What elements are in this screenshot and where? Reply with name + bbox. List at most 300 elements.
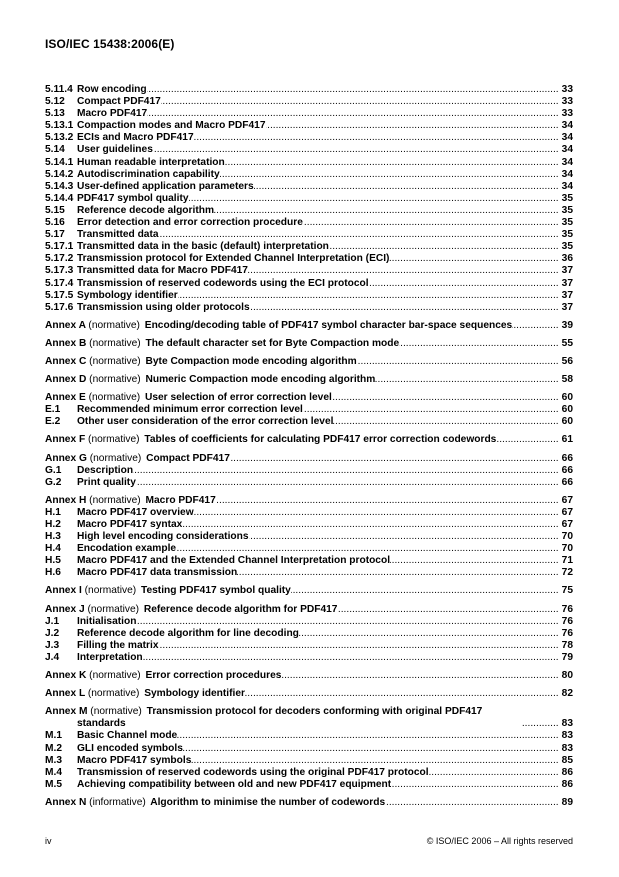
annex-label: Annex F — [45, 434, 86, 446]
toc-entry-page: 35 — [561, 241, 573, 253]
toc-entry-number: E.2 — [45, 416, 61, 428]
toc-entry-title: Numeric Compaction mode encoding algorithm — [145, 374, 376, 386]
toc-entry-text — [45, 604, 337, 616]
toc-group-annex-k — [45, 670, 573, 682]
annex-qualifier: (normative) — [90, 706, 142, 718]
toc-entry-page: 82 — [561, 688, 573, 700]
dot-leader — [254, 181, 560, 193]
toc-entry[interactable] — [45, 217, 573, 229]
toc-group-annex-e — [45, 392, 573, 428]
dot-leader — [176, 543, 560, 555]
toc-entry-title: Macro PDF417 overview — [77, 506, 194, 518]
toc-entry-page: 67 — [561, 494, 573, 506]
dot-leader — [225, 157, 560, 169]
toc-group-annex-f — [45, 434, 573, 446]
annex-label: Annex L — [45, 688, 86, 700]
toc-entry-number: 5.13 — [45, 108, 65, 120]
toc-entry-title: Transmitted data in the basic (default) interpretation — [77, 241, 329, 253]
toc-entry-number: J.4 — [45, 651, 60, 663]
annex-qualifier: (normative) — [89, 337, 141, 349]
toc-entry-title: Description — [77, 464, 134, 476]
dot-leader — [194, 132, 560, 144]
toc-entry-number: E.1 — [45, 404, 61, 416]
running-header: ISO/IEC 15438:2006(E) — [45, 37, 175, 51]
dot-leader — [143, 652, 560, 664]
toc-entry[interactable] — [45, 290, 573, 302]
toc-entry[interactable] — [45, 84, 573, 96]
annex-qualifier: (normative) — [84, 585, 137, 597]
toc-entry-number: 5.12 — [45, 96, 65, 108]
dot-leader — [147, 84, 560, 96]
toc-entry-page: 66 — [561, 452, 573, 464]
page-footer — [45, 836, 573, 850]
toc-entry[interactable] — [45, 193, 573, 205]
toc-entry-page: 80 — [561, 670, 573, 682]
toc-entry-number: 5.15 — [45, 204, 65, 216]
toc-entry-text — [45, 585, 291, 597]
toc-entry-page: 37 — [561, 265, 573, 277]
toc-entry-number: 5.17 — [45, 229, 65, 241]
dot-leader — [153, 144, 560, 156]
toc-entry-number: M.3 — [45, 754, 62, 766]
dot-leader — [249, 531, 560, 543]
toc-entry-number: 5.17.4 — [45, 277, 74, 289]
toc-entry[interactable] — [45, 96, 573, 108]
dot-leader — [399, 338, 560, 350]
toc-entry[interactable] — [45, 730, 573, 742]
toc-entry[interactable] — [45, 253, 573, 265]
toc-entry[interactable] — [45, 652, 573, 664]
toc-entry-page: 86 — [561, 778, 573, 790]
toc-entry-annex[interactable] — [45, 338, 573, 350]
dot-leader — [214, 205, 560, 217]
annex-qualifier: (normative) — [88, 319, 140, 331]
toc-entry-title: Reference decode algorithm for line decoding — [77, 627, 299, 639]
dot-leader — [183, 743, 560, 755]
toc-entry[interactable] — [45, 640, 573, 652]
toc-entry-annex[interactable] — [45, 797, 573, 809]
toc-entry-text — [45, 797, 385, 809]
toc-entry[interactable] — [45, 616, 573, 628]
annex-label: Annex B — [45, 337, 87, 349]
annex-qualifier: (normative) — [89, 670, 141, 682]
dot-leader — [191, 755, 559, 767]
toc-entry[interactable] — [45, 567, 573, 579]
toc-group-clause5 — [45, 84, 573, 314]
toc-entry-number: G.1 — [45, 464, 62, 476]
annex-qualifier: (normative) — [87, 603, 139, 615]
toc-entry-page: 61 — [561, 434, 573, 446]
toc-entry-page: 55 — [561, 337, 573, 349]
toc-entry[interactable] — [45, 543, 573, 555]
toc-entry-number: H.5 — [45, 555, 61, 567]
toc-entry-text — [45, 374, 375, 386]
toc-entry-page: 89 — [561, 796, 573, 808]
toc-entry[interactable] — [45, 628, 573, 640]
annex-label: Annex K — [45, 670, 87, 682]
annex-qualifier: (normative) — [89, 452, 142, 464]
toc-entry-text — [45, 495, 216, 507]
toc-entry-title: Initialisation — [77, 615, 137, 627]
toc-entry-page: 60 — [561, 404, 573, 416]
annex-label: Annex D — [45, 374, 87, 386]
annex-label: Annex N — [45, 796, 87, 808]
toc-entry-page: 76 — [561, 603, 573, 615]
toc-entry-page: 67 — [561, 519, 573, 530]
toc-entry-page: 33 — [561, 96, 573, 108]
toc-entry[interactable] — [45, 531, 573, 543]
dot-leader — [299, 628, 560, 640]
annex-qualifier: (informative) — [89, 796, 146, 808]
toc-entry-title: High level encoding considerations — [77, 531, 249, 543]
toc-entry-title: ECIs and Macro PDF417 — [77, 132, 194, 144]
dot-leader — [391, 779, 559, 791]
toc-entry-page: 75 — [561, 585, 573, 597]
toc-entry-title: Human readable interpretation — [77, 156, 225, 168]
toc-group-annex-i — [45, 585, 573, 597]
toc-entry[interactable] — [45, 144, 573, 156]
annex-label: Annex I — [45, 585, 82, 597]
toc-entry-title: Tables of coefficients for calculating PDF417 error correction codewords — [144, 434, 497, 446]
toc-entry[interactable] — [45, 465, 573, 477]
toc-entry-page: 33 — [561, 108, 573, 120]
toc-entry-text — [45, 356, 357, 368]
toc-entry-number: 5.17.2 — [45, 253, 74, 265]
toc-entry-number: 5.13.1 — [45, 120, 74, 132]
toc-entry-annex[interactable] — [45, 495, 573, 507]
toc-entry-title: Autodiscrimination capability — [77, 168, 220, 180]
toc-entry-page: 78 — [561, 639, 573, 651]
toc-entry-annex[interactable] — [45, 585, 573, 597]
toc-entry-number: 5.17.5 — [45, 289, 74, 301]
annex-qualifier: (normative) — [89, 355, 141, 367]
toc-entry-page: 83 — [561, 718, 573, 730]
dot-leader — [189, 193, 560, 205]
dot-leader — [230, 453, 560, 465]
toc-group-annex-g — [45, 453, 573, 489]
toc-entry-title: Encodation example — [77, 543, 177, 555]
dot-leader — [177, 730, 559, 742]
dot-leader — [147, 108, 559, 120]
toc-entry-number: H.2 — [45, 519, 61, 530]
dot-leader — [136, 477, 560, 489]
toc-entry-title: Byte Compaction mode encoding algorithm — [145, 355, 357, 367]
dot-leader — [237, 567, 559, 579]
annex-qualifier: (normative) — [88, 434, 140, 446]
annex-qualifier: (normative) — [89, 494, 141, 506]
toc-entry-annex[interactable] — [45, 706, 573, 730]
toc-group-annex-l — [45, 688, 573, 700]
toc-entry-title: Error correction procedures — [145, 670, 282, 682]
dot-leader — [375, 374, 559, 386]
dot-leader — [429, 767, 560, 779]
toc-entry-title: Macro PDF417 data transmission — [77, 567, 238, 579]
toc-entry-page: 35 — [561, 217, 573, 229]
toc-entry-page: 60 — [561, 392, 573, 404]
annex-label: Annex G — [45, 452, 87, 464]
toc-entry-number: H.6 — [45, 567, 61, 579]
toc-entry-text — [45, 392, 332, 404]
toc-entry[interactable] — [45, 477, 573, 489]
annex-label: Annex C — [45, 355, 87, 367]
toc-entry-page: 34 — [561, 132, 573, 144]
dot-leader — [161, 96, 560, 108]
dot-leader — [333, 416, 559, 428]
toc-entry-number: 5.13.2 — [45, 132, 74, 144]
toc-entry-title: Macro PDF417 — [77, 108, 148, 120]
toc-entry-text — [45, 706, 522, 730]
dot-leader — [159, 640, 560, 652]
toc-group-annex-m — [45, 706, 573, 791]
toc-entry[interactable] — [45, 229, 573, 241]
toc-entry[interactable] — [45, 743, 573, 755]
toc-entry[interactable] — [45, 120, 573, 132]
toc-entry[interactable] — [45, 519, 573, 531]
toc-entry-annex[interactable] — [45, 374, 573, 386]
table-of-contents — [45, 84, 573, 809]
toc-entry-number: H.3 — [45, 531, 61, 543]
toc-entry[interactable] — [45, 108, 573, 120]
dot-leader — [216, 495, 560, 507]
toc-entry-page: 34 — [561, 180, 573, 192]
toc-entry-page: 58 — [561, 374, 573, 386]
toc-entry-title: Interpretation — [77, 651, 143, 663]
toc-entry-text — [45, 670, 281, 682]
dot-leader — [385, 797, 560, 809]
toc-entry[interactable] — [45, 205, 573, 217]
dot-leader — [522, 718, 560, 730]
toc-group-annex-a — [45, 320, 573, 332]
toc-entry-page: 86 — [561, 766, 573, 778]
dot-leader — [332, 392, 560, 404]
toc-entry-number: H.1 — [45, 506, 61, 518]
dot-leader — [329, 241, 560, 253]
dot-leader — [136, 616, 559, 628]
toc-entry[interactable] — [45, 416, 573, 428]
toc-entry-number: M.2 — [45, 742, 62, 754]
toc-entry-page: 70 — [561, 543, 573, 555]
toc-entry-annex[interactable] — [45, 604, 573, 616]
annex-label: Annex H — [45, 494, 87, 506]
toc-entry-title: User-defined application parameters — [77, 180, 254, 192]
toc-entry[interactable] — [45, 404, 573, 416]
annex-qualifier: (normative) — [88, 392, 141, 404]
dot-leader — [133, 465, 560, 477]
toc-entry-page: 34 — [561, 144, 573, 156]
toc-entry-title: Print quality — [77, 476, 136, 488]
toc-entry-page: 56 — [561, 355, 573, 367]
toc-entry-page: 79 — [561, 651, 573, 663]
dot-leader — [245, 688, 560, 700]
toc-entry-title: Compact PDF417 — [146, 452, 230, 464]
toc-entry-title: Transmission protocol for decoders conforming with original PDF417 standards — [77, 706, 483, 730]
toc-entry[interactable] — [45, 507, 573, 519]
dot-leader — [496, 434, 559, 446]
annex-label: Annex J — [45, 603, 85, 615]
toc-entry-page: 76 — [561, 627, 573, 639]
toc-entry-number: 5.14.4 — [45, 192, 74, 204]
toc-entry-page: 37 — [561, 301, 573, 313]
toc-entry[interactable] — [45, 555, 573, 567]
toc-entry-title: Encoding/decoding table of PDF417 symbol character bar-space sequences — [144, 319, 513, 331]
dot-leader — [512, 320, 559, 332]
toc-entry-number: 5.17.1 — [45, 241, 74, 253]
annex-label: Annex A — [45, 319, 86, 331]
toc-entry-text — [45, 434, 496, 446]
annex-qualifier: (normative) — [89, 374, 141, 386]
annex-qualifier: (normative) — [87, 688, 140, 700]
dot-leader — [266, 120, 560, 132]
toc-entry-page: 33 — [561, 84, 573, 95]
toc-entry[interactable] — [45, 241, 573, 253]
toc-entry-title: Symbology identifier — [77, 289, 178, 301]
toc-entry-number: 5.14.2 — [45, 168, 74, 180]
toc-entry-title: Compaction modes and Macro PDF417 — [77, 120, 266, 132]
toc-entry-title: Macro PDF417 and the Extended Channel Interpretation protocol — [77, 555, 391, 567]
toc-entry-title: Compact PDF417 — [77, 96, 161, 108]
dot-leader — [337, 604, 559, 616]
toc-entry-title: Reference decode algorithm for PDF417 — [143, 603, 338, 615]
toc-group-annex-d — [45, 374, 573, 386]
toc-entry-title: Testing PDF417 symbol quality — [141, 585, 291, 597]
toc-entry-title: Macro PDF417 symbols — [77, 754, 192, 766]
toc-entry[interactable] — [45, 755, 573, 767]
toc-entry-number: 5.17.6 — [45, 301, 74, 313]
toc-entry[interactable] — [45, 278, 573, 290]
toc-entry[interactable] — [45, 132, 573, 144]
toc-entry[interactable] — [45, 767, 573, 779]
toc-entry-title: Transmission using older protocols — [77, 301, 250, 313]
toc-entry-page: 34 — [561, 120, 573, 132]
toc-entry-text — [45, 320, 512, 332]
dot-leader — [250, 302, 560, 314]
toc-entry-annex[interactable] — [45, 453, 573, 465]
toc-group-annex-c — [45, 356, 573, 368]
toc-entry-annex[interactable] — [45, 320, 573, 332]
toc-entry-title: Other user consideration of the error correction level — [77, 416, 334, 428]
toc-entry-number: 5.16 — [45, 217, 65, 229]
dot-leader — [291, 585, 560, 597]
toc-entry-page: 37 — [561, 277, 573, 289]
toc-group-annex-h — [45, 495, 573, 580]
toc-entry[interactable] — [45, 302, 573, 314]
toc-entry-page: 71 — [561, 555, 573, 567]
toc-entry-page: 35 — [561, 204, 573, 216]
toc-group-annex-j — [45, 604, 573, 664]
toc-entry-page: 60 — [561, 416, 573, 428]
dot-leader — [220, 169, 560, 181]
toc-entry-page: 83 — [561, 742, 573, 754]
toc-entry-number: 5.14.1 — [45, 156, 74, 168]
dot-leader — [389, 253, 559, 265]
footer-copyright: © ISO/IEC 2006 – All rights reserved — [426, 836, 573, 846]
toc-entry-title: Transmitted data for Macro PDF417 — [77, 265, 248, 277]
toc-entry-number: J.1 — [45, 615, 60, 627]
toc-entry-number: J.2 — [45, 627, 60, 639]
toc-entry-annex[interactable] — [45, 434, 573, 446]
toc-entry-annex[interactable] — [45, 356, 573, 368]
toc-entry[interactable] — [45, 265, 573, 277]
toc-entry-number: 5.14 — [45, 144, 65, 156]
toc-entry-text — [45, 453, 230, 465]
toc-entry-page: 34 — [561, 168, 573, 180]
annex-label: Annex M — [45, 706, 88, 718]
toc-entry[interactable] — [45, 181, 573, 193]
toc-entry-number: M.4 — [45, 766, 62, 778]
toc-entry[interactable] — [45, 157, 573, 169]
dot-leader — [303, 404, 560, 416]
dot-leader — [357, 356, 560, 368]
toc-entry-title: The default character set for Byte Compaction mode — [145, 337, 400, 349]
toc-entry-annex[interactable] — [45, 688, 573, 700]
toc-entry-number: M.1 — [45, 730, 62, 742]
toc-entry-number: M.5 — [45, 778, 62, 790]
dot-leader — [390, 555, 560, 567]
toc-entry-title: Reference decode algorithm — [77, 204, 215, 216]
toc-entry-title: Transmission protocol for Extended Channel Interpretation (ECI) — [77, 253, 390, 265]
toc-entry-page: 67 — [561, 506, 573, 518]
toc-entry-page: 37 — [561, 289, 573, 301]
toc-entry-title: Basic Channel mode — [77, 730, 178, 742]
toc-entry-title: Transmission of reserved codewords using the ECI protocol — [77, 277, 369, 289]
toc-entry-annex[interactable] — [45, 670, 573, 682]
toc-entry-page: 76 — [561, 615, 573, 627]
toc-entry-page: 83 — [561, 730, 573, 742]
toc-entry-page: 35 — [561, 229, 573, 241]
toc-entry-title: Filling the matrix — [77, 639, 159, 651]
toc-entry-title: Macro PDF417 syntax — [77, 519, 183, 530]
dot-leader — [194, 507, 560, 519]
dot-leader — [369, 278, 560, 290]
toc-entry-text — [45, 688, 245, 700]
toc-entry-text — [45, 338, 399, 350]
dot-leader — [178, 290, 560, 302]
toc-entry-title: User guidelines — [77, 144, 153, 156]
toc-entry-title: Recommended minimum error correction level — [77, 404, 303, 416]
toc-entry-number: 5.17.3 — [45, 265, 74, 277]
dot-leader — [159, 229, 560, 241]
toc-entry-number: G.2 — [45, 476, 62, 488]
dot-leader — [281, 670, 559, 682]
toc-entry-title: GLI encoded symbols — [77, 742, 183, 754]
toc-entry-title: Macro PDF417 — [145, 494, 216, 506]
toc-entry-title: PDF417 symbol quality — [77, 192, 189, 204]
dot-leader — [248, 265, 560, 277]
toc-entry-title: User selection of error correction level — [144, 392, 332, 404]
dot-leader — [182, 519, 559, 531]
toc-entry-page: 70 — [561, 531, 573, 543]
annex-label: Annex E — [45, 392, 86, 404]
toc-entry[interactable] — [45, 169, 573, 181]
toc-entry-title: Symbology identifier — [144, 688, 245, 700]
toc-entry-number: 5.14.3 — [45, 180, 74, 192]
toc-entry-page: 36 — [561, 253, 573, 265]
toc-entry-annex[interactable] — [45, 392, 573, 404]
toc-entry-page: 34 — [561, 156, 573, 168]
toc-entry-page: 66 — [561, 464, 573, 476]
toc-entry[interactable] — [45, 779, 573, 791]
toc-entry-page: 66 — [561, 476, 573, 488]
toc-entry-page: 39 — [561, 319, 573, 331]
toc-entry-page: 85 — [561, 754, 573, 766]
toc-group-annex-b — [45, 338, 573, 350]
toc-group-annex-n — [45, 797, 573, 809]
footer-page-number: iv — [45, 836, 52, 846]
toc-entry-title: Transmission of reserved codewords using the original PDF417 protocol — [77, 766, 429, 778]
toc-entry-page: 35 — [561, 192, 573, 204]
toc-entry-page: 72 — [561, 567, 573, 579]
toc-entry-title: Algorithm to minimise the number of codewords — [150, 796, 386, 808]
